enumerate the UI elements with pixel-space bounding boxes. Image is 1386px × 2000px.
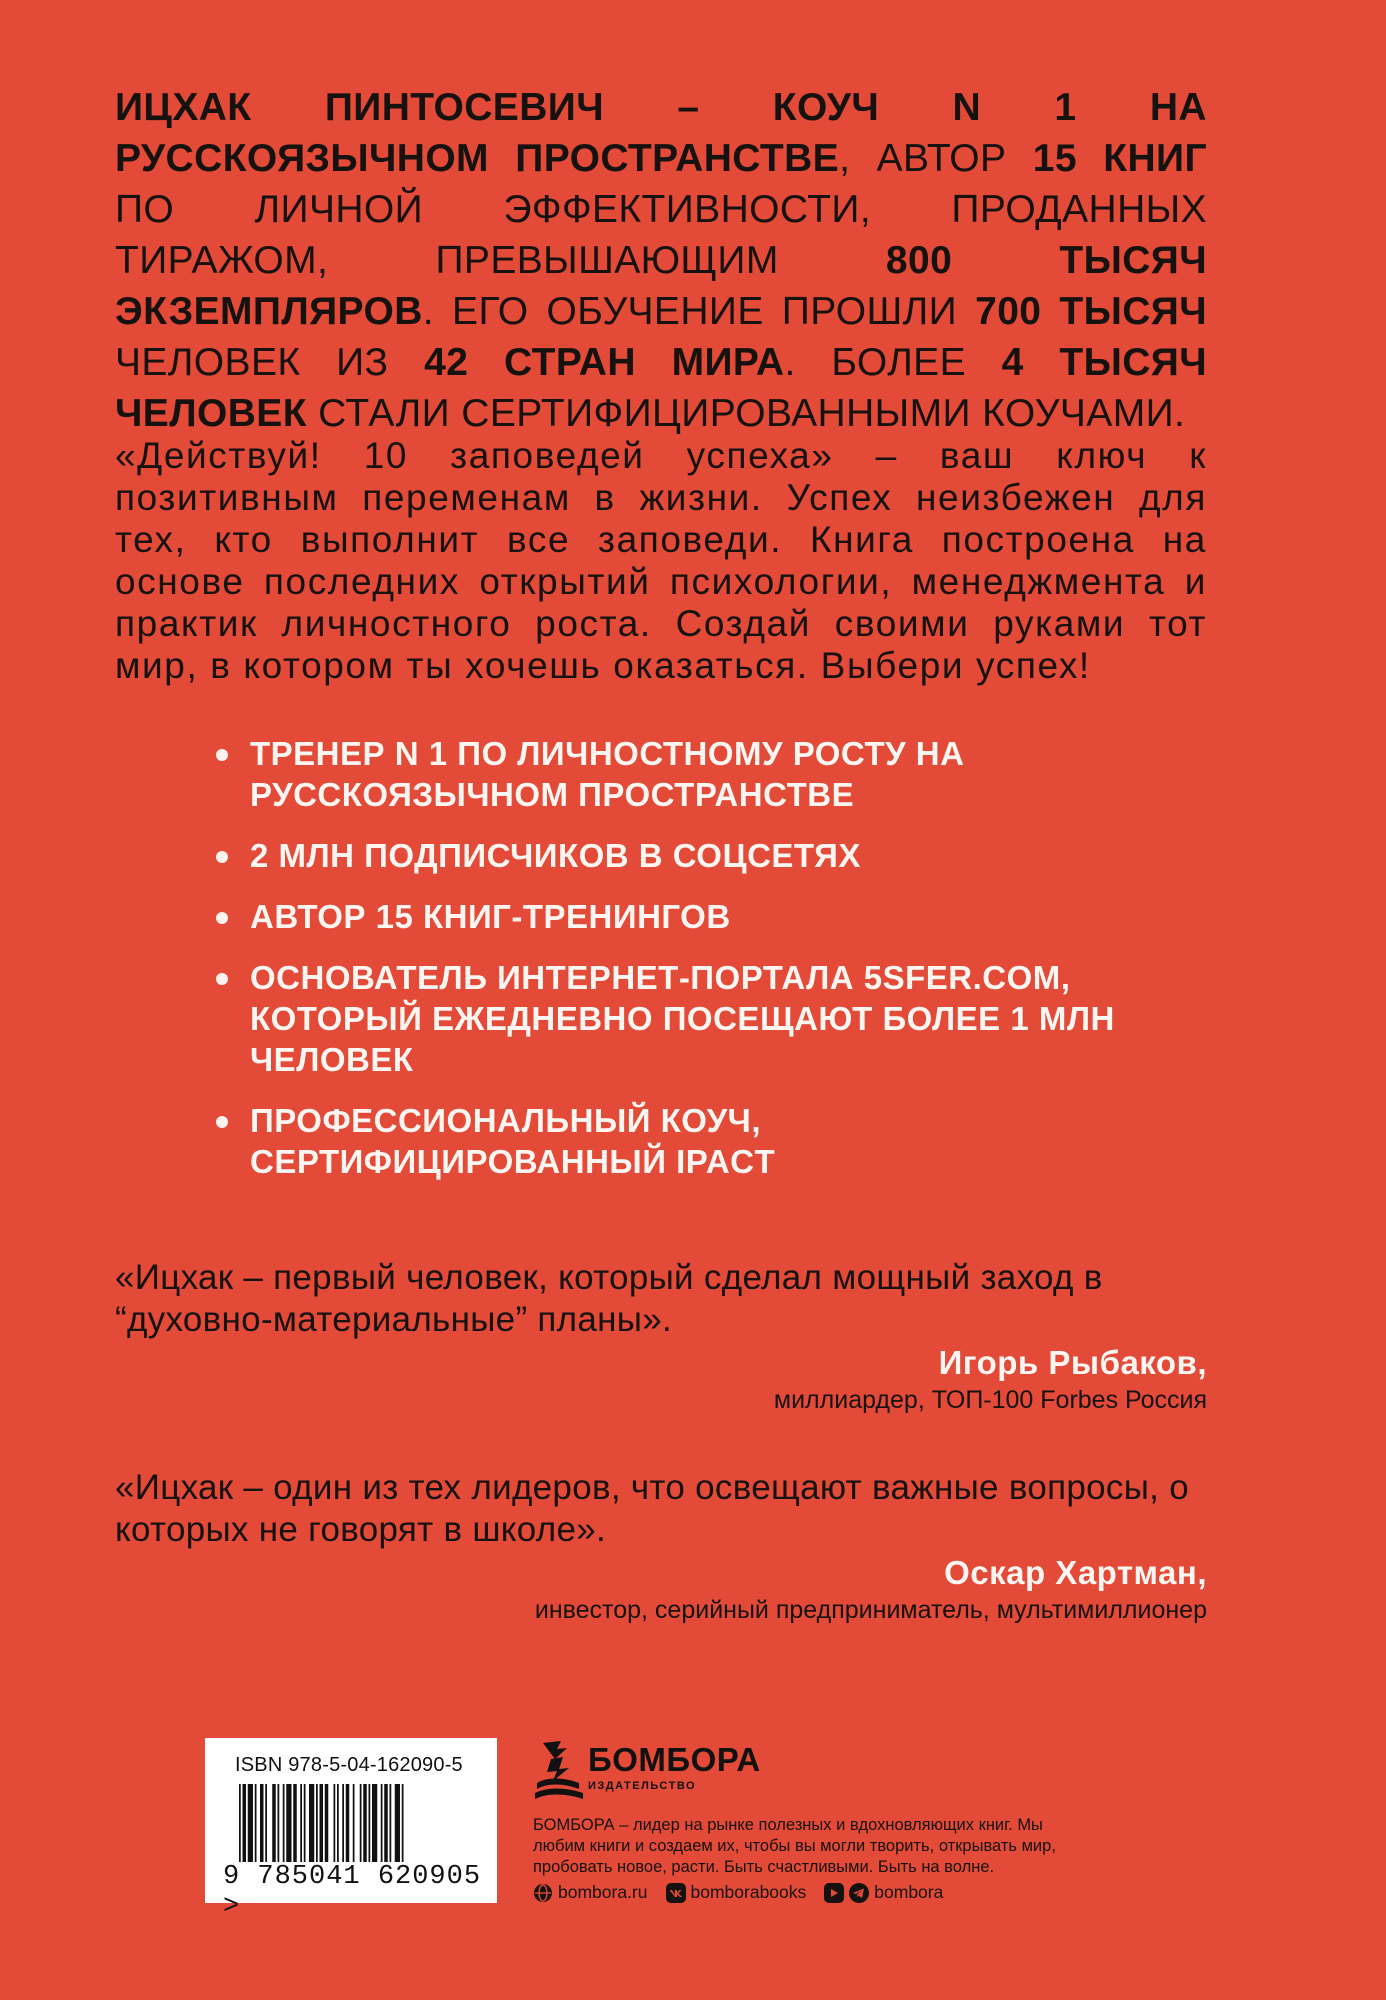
testimonial-text: «Ицхак – первый человек, который сделал мощный заход в “духовно-материальные” планы».	[115, 1258, 1103, 1339]
barcode-bar	[363, 1784, 367, 1862]
bio-text: ЧЕЛОВЕК ИЗ	[115, 341, 425, 384]
testimonial-role: миллиардер, ТОП-100 Forbes Россия	[773, 1386, 1207, 1414]
youtube-icon	[824, 1883, 844, 1903]
testimonial	[115, 1467, 1207, 1627]
highlights-list	[250, 733, 1150, 1202]
list-item	[250, 733, 1150, 815]
barcode-bar	[316, 1784, 318, 1862]
barcode-bar	[384, 1784, 388, 1862]
social-label: bomborabooks	[690, 1882, 807, 1902]
barcode-bar	[260, 1784, 264, 1862]
bio-text: . ЕГО ОБУЧЕНИЕ ПРОШЛИ	[422, 290, 976, 333]
barcode-bar	[325, 1784, 329, 1862]
barcode-bar	[395, 1784, 400, 1862]
list-item	[250, 896, 1150, 937]
barcode-bar	[337, 1784, 339, 1862]
highlight-text: АВТОР 15 КНИГ-ТРЕНИНГОВ	[250, 898, 731, 935]
social-label: bombora	[874, 1882, 944, 1902]
testimonial	[115, 1257, 1207, 1417]
highlight-text: ТРЕНЕР N 1 ПО ЛИЧНОСТНОМУ РОСТУ НА РУССКОЯЗЫЧНОМ ПРОСТРАНСТВЕ	[250, 735, 965, 813]
bio-bold: 42 СТРАН МИРА	[424, 341, 785, 384]
barcode-bar	[278, 1784, 280, 1862]
list-item	[250, 1100, 1150, 1182]
social-link-vk[interactable]	[666, 1882, 807, 1903]
barcode-bar	[334, 1784, 336, 1862]
barcode-bar	[342, 1784, 344, 1862]
bio-bold: 700 ТЫСЯЧ	[975, 290, 1208, 333]
barcode-bar	[372, 1784, 377, 1862]
barcode-bar	[272, 1784, 276, 1862]
bio-text: СТАЛИ СЕРТИФИЦИРОВАННЫМИ КОУЧАМИ.	[306, 392, 1186, 435]
barcode-bar	[265, 1784, 267, 1862]
barcode-bar	[300, 1784, 302, 1862]
telegram-icon	[849, 1883, 869, 1903]
isbn-label: ISBN 978-5-04-162090-5	[235, 1754, 463, 1776]
barcode-bar	[293, 1784, 297, 1862]
publisher-description: БОМБОРА – лидер на рынке полезных и вдохновляющих книг. Мы любим книги и создаем их, чтобы вы могли творить, открывать мир, пробовать новое, расти. Быть счастливыми. Быть на волне.	[533, 1816, 1056, 1876]
bio-text: . БОЛЕЕ	[784, 341, 1002, 384]
publisher-name: БОМБОРА	[588, 1741, 761, 1778]
barcode-bar	[243, 1784, 247, 1862]
bio-bold: 15 КНИГ	[1032, 137, 1207, 180]
publisher-subtitle: ИЗДАТЕЛЬСТВО	[588, 1780, 697, 1792]
bio-bold: 800 ТЫСЯЧ ЭКЗЕМПЛЯРОВ	[115, 239, 1207, 333]
barcode-bar	[390, 1784, 392, 1862]
testimonial-role: инвестор, серийный предприниматель, мультимиллионер	[534, 1596, 1207, 1624]
isbn-barcode	[205, 1738, 497, 1922]
author-bio	[115, 82, 1207, 439]
barcode-bar	[239, 1784, 241, 1862]
social-link-website[interactable]	[533, 1882, 648, 1903]
barcode-bar	[286, 1784, 291, 1862]
barcode-bar	[381, 1784, 383, 1862]
bio-text: ПО ЛИЧНОЙ ЭФФЕКТИВНОСТИ, ПРОДАННЫХ ТИРАЖОМ, ПРЕВЫШАЮЩИМ	[115, 188, 1207, 282]
testimonial-author: Оскар Хартман,	[944, 1554, 1207, 1591]
barcode-bar	[283, 1784, 285, 1862]
testimonial-text: «Ицхак – один из тех лидеров, что освещают важные вопросы, о которых не говорят в школе».	[115, 1468, 1189, 1549]
barcode-bar	[320, 1784, 324, 1862]
list-item	[250, 957, 1150, 1080]
barcode-bar	[309, 1784, 314, 1862]
social-link-telegram[interactable]	[824, 1882, 943, 1903]
highlight-text: 2 МЛН ПОДПИСЧИКОВ В СОЦСЕТЯХ	[250, 837, 861, 874]
list-item	[250, 835, 1150, 876]
bombora-logo-icon	[533, 1735, 585, 1805]
testimonial-author: Игорь Рыбаков,	[938, 1344, 1207, 1381]
barcode-bar	[255, 1784, 257, 1862]
barcode-bar	[304, 1784, 306, 1862]
bio-text: , АВТОР	[839, 137, 1033, 180]
barcode-bar	[402, 1784, 404, 1862]
barcode-digits: 9 785041 620905 >	[223, 1862, 482, 1922]
vk-icon	[666, 1883, 686, 1903]
globe-icon	[533, 1883, 553, 1903]
bio-bold: 4 ТЫСЯЧ ЧЕЛОВЕК	[115, 341, 1207, 435]
social-label: bombora.ru	[558, 1882, 648, 1902]
book-description: «Действуй! 10 заповедей успеха» – ваш ключ к позитивным переменам в жизни. Успех неизбежен для тех, кто выполнит все заповеди. Книга построена на основе последних открытий психологии, менеджмента и практик личностного роста. Создай своими руками тот мир, в котором ты хочешь оказаться. Выбери успех!	[115, 435, 1207, 686]
barcode-bar	[360, 1784, 362, 1862]
highlight-text: ПРОФЕССИОНАЛЬНЫЙ КОУЧ, СЕРТИФИЦИРОВАННЫЙ IPACT	[250, 1102, 776, 1180]
barcode-bar	[346, 1784, 350, 1862]
publisher-socials	[533, 1882, 943, 1903]
barcode-bar	[369, 1784, 371, 1862]
highlight-text: ОСНОВАТЕЛЬ ИНТЕРНЕТ-ПОРТАЛА 5SFER.COM, КОТОРЫЙ ЕЖЕДНЕВНО ПОСЕЩАЮТ БОЛЕЕ 1 МЛН ЧЕЛОВЕК	[250, 959, 1115, 1078]
barcode-bar	[353, 1784, 355, 1862]
barcode-bar	[248, 1784, 253, 1862]
bio-bold: ИЦХАК ПИНТОСЕВИЧ – КОУЧ N 1 НА РУССКОЯЗЫЧНОМ ПРОСТРАНСТВЕ	[115, 86, 1207, 180]
